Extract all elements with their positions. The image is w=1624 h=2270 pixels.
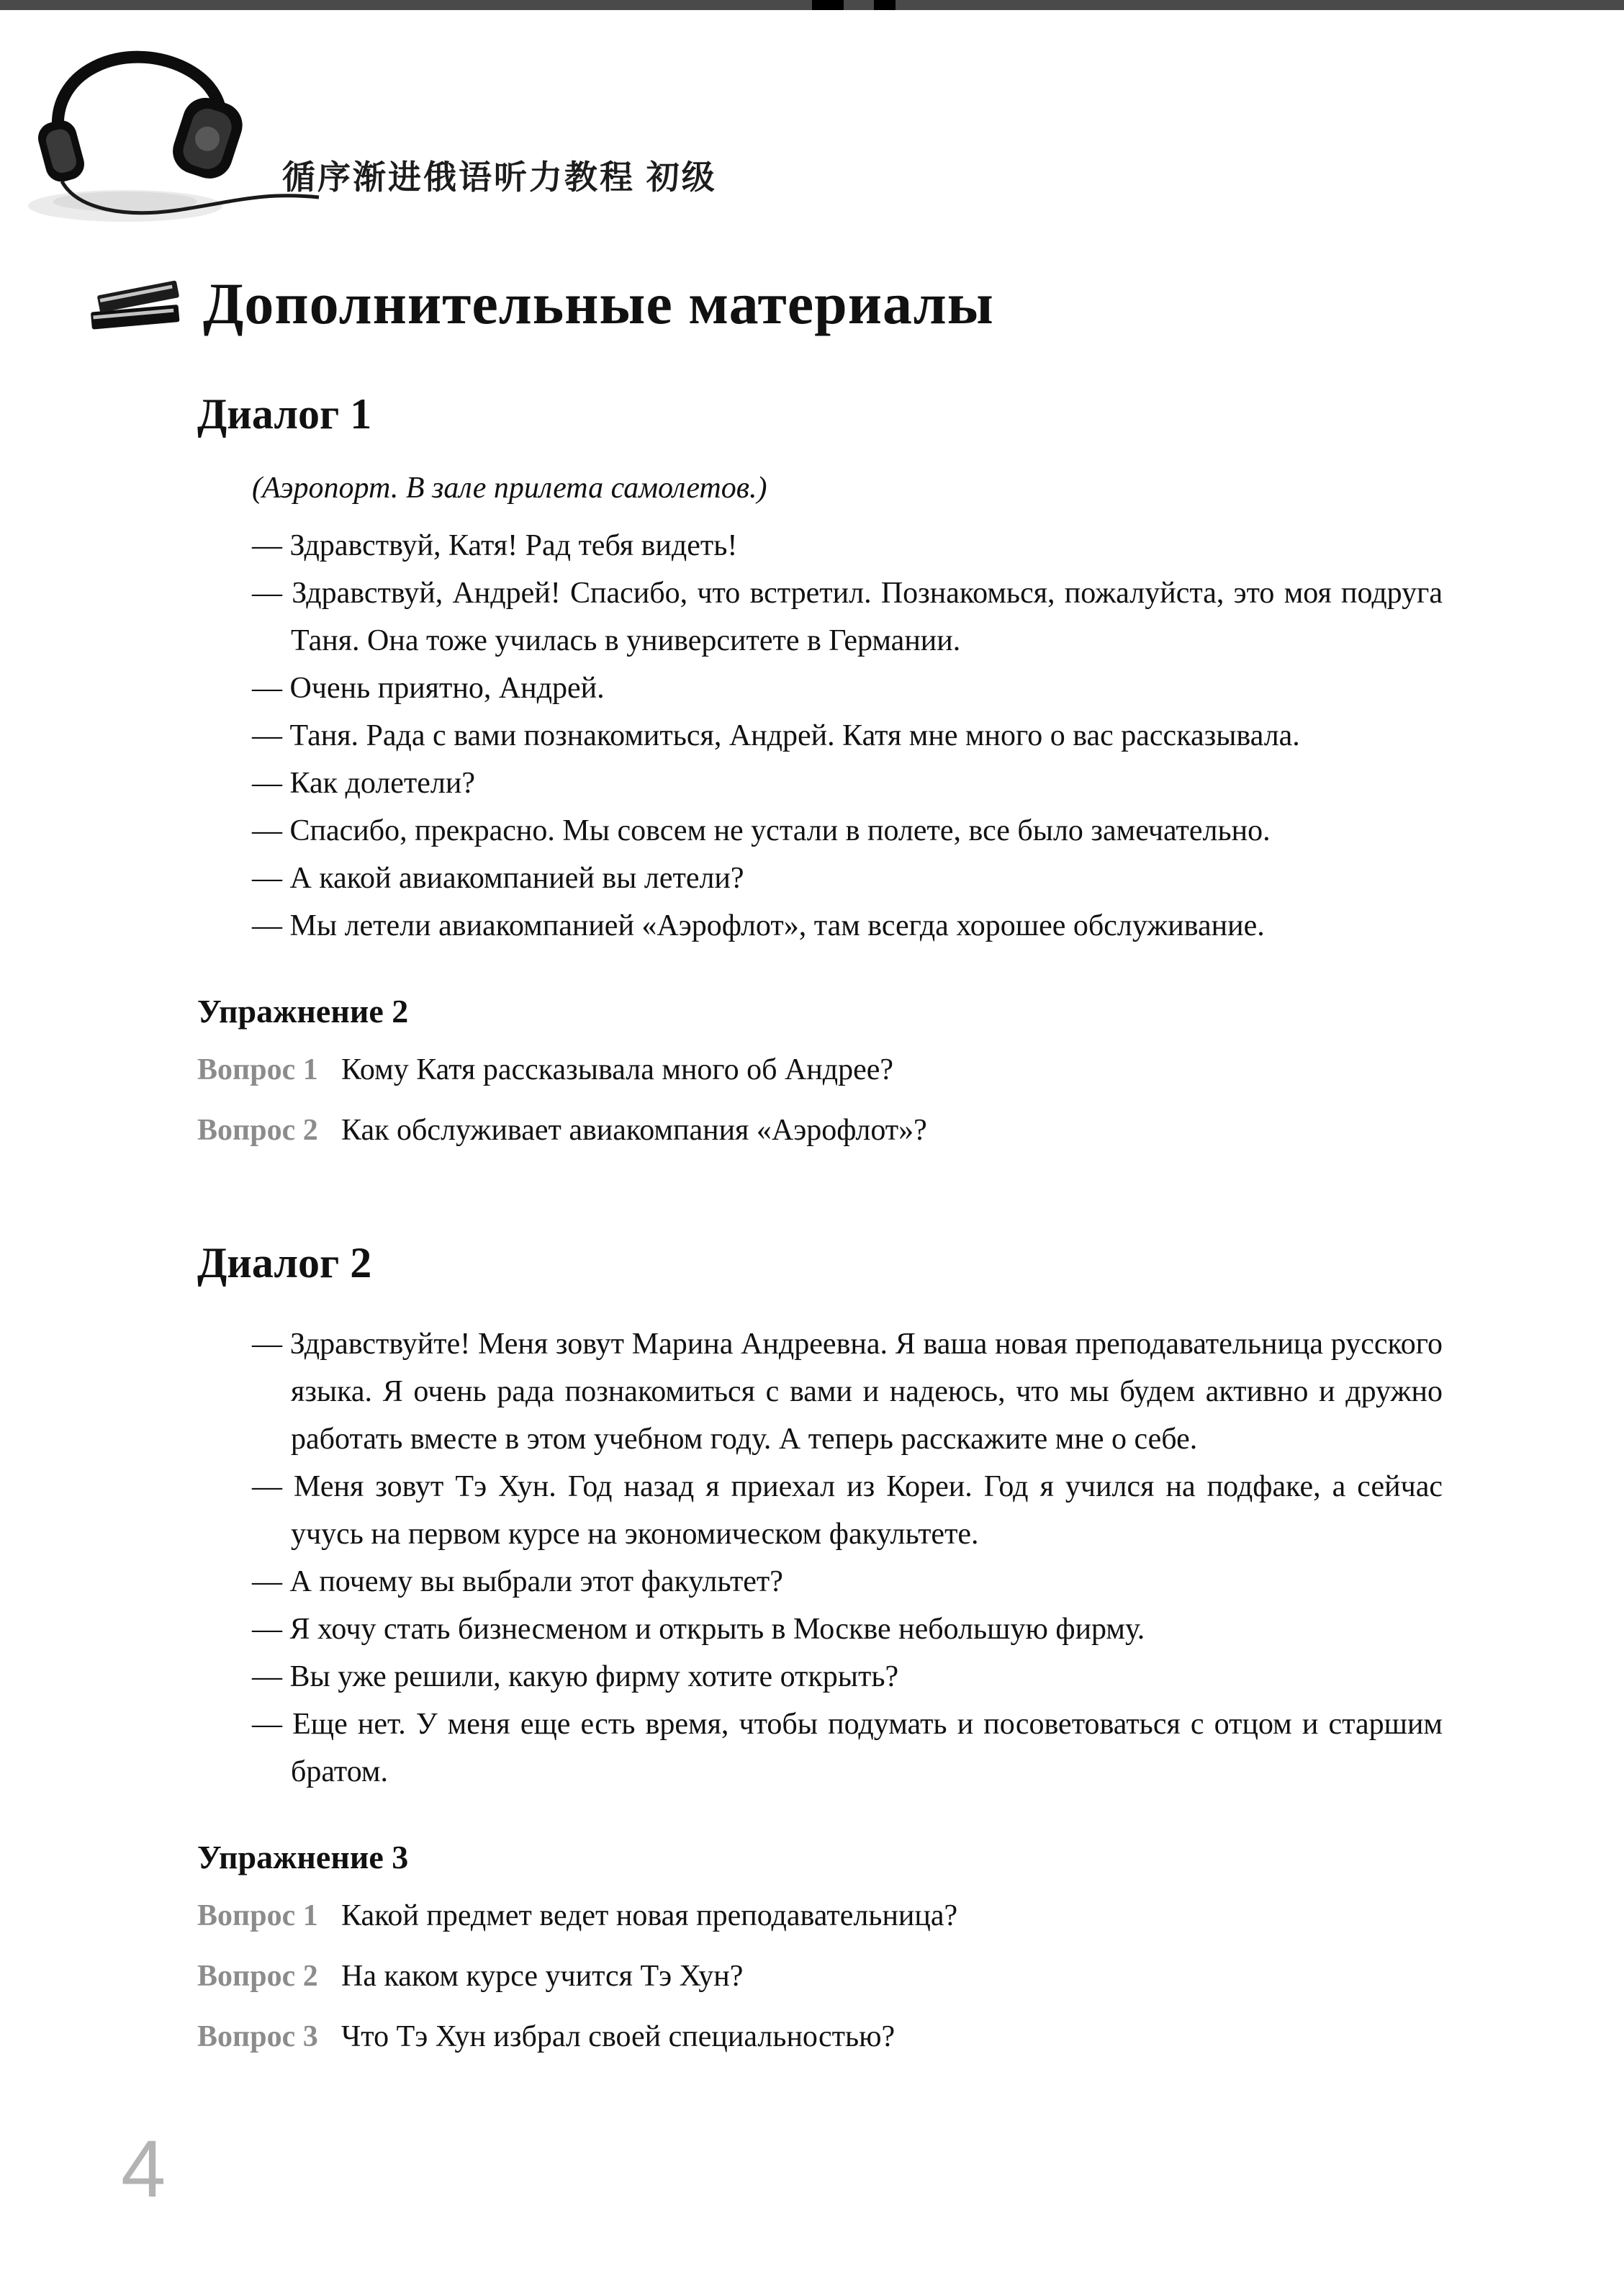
main-title-row — [84, 268, 1443, 341]
dialog2-heading: Диалог 2 — [197, 1239, 372, 1287]
question-text: На каком курсе учится Тэ Хун? — [341, 1960, 744, 1994]
dialog-line: — Мы летели авиакомпанией «Аэрофлот», там всегда хорошее обслуживание. — [252, 909, 1265, 942]
question-row — [197, 1894, 1443, 1937]
dialog1-scene: (Аэропорт. В зале прилета самолетов.) — [252, 472, 767, 505]
question-text: Как обслуживает авиакомпания «Аэрофлот»? — [341, 1114, 927, 1148]
question-label: Вопрос 1 — [197, 1899, 318, 1933]
dialog-line: — Как долетели? — [252, 767, 475, 800]
dialog-line: — Спасибо, прекрасно. Мы совсем не устали в полете, все было замечательно. — [252, 814, 1271, 847]
question-text: Что Тэ Хун избрал своей специальностью? — [341, 2020, 896, 2054]
dialog1-lines — [252, 522, 1443, 950]
question-label: Вопрос 2 — [197, 1114, 318, 1148]
exercise2-heading: Упражнение 2 — [197, 993, 409, 1030]
page-number: 4 — [121, 2124, 166, 2214]
question-row — [197, 2015, 1443, 2058]
question-row — [197, 1955, 1443, 1998]
dialog-line: — Еще нет. У меня еще есть время, чтобы подумать и посоветоваться с отцом и старшим братом. — [252, 1708, 1443, 1789]
book-stack-icon — [84, 268, 191, 341]
dialog-line: — Здравствуйте! Меня зовут Марина Андреевна. Я ваша новая преподавательница русского языка. Я очень рада познакомиться с вами и надеюсь, что мы будем активно и дружно работать вместе в этом учебном году. А теперь расскажите мне о себе. — [252, 1328, 1443, 1456]
dialog1-heading: Диалог 1 — [197, 390, 372, 438]
question-label: Вопрос 3 — [197, 2020, 318, 2054]
course-title: 循序渐进俄语听力教程 初级 — [282, 158, 717, 196]
question-row — [197, 1048, 1443, 1091]
dialog-line: — А какой авиакомпанией вы летели? — [252, 862, 744, 895]
page-title: Дополнительные материалы — [203, 271, 994, 337]
dialog2-lines — [252, 1320, 1443, 1796]
dialog-line: — А почему вы выбрали этот факультет? — [252, 1565, 783, 1599]
dialog-line: — Я хочу стать бизнесменом и открыть в Москве небольшую фирму. — [252, 1613, 1145, 1647]
dialog-line: — Таня. Рада с вами познакомиться, Андрей. Катя мне много о вас рассказывала. — [252, 719, 1300, 752]
dialog-line: — Здравствуй, Катя! Рад тебя видеть! — [252, 529, 738, 562]
dialog-line: — Вы уже решили, какую фирму хотите открыть? — [252, 1660, 899, 1694]
exercise3-heading: Упражнение 3 — [197, 1839, 409, 1876]
dialog-line: — Меня зовут Тэ Хун. Год назад я приехал из Кореи. Год я учился на подфаке, а сейчас учусь на первом курсе на экономическом факультете. — [252, 1470, 1443, 1551]
question-text: Какой предмет ведет новая преподавательница? — [341, 1899, 958, 1933]
dialog-line: — Здравствуй, Андрей! Спасибо, что встретил. Познакомься, пожалуйста, это моя подруга Таня. Она тоже училась в университете в Германии. — [252, 577, 1443, 657]
question-text: Кому Катя рассказывала много об Андрее? — [341, 1053, 894, 1087]
question-row — [197, 1109, 1443, 1152]
question-label: Вопрос 2 — [197, 1960, 318, 1994]
dialog-line: — Очень приятно, Андрей. — [252, 672, 605, 705]
question-label: Вопрос 1 — [197, 1053, 318, 1087]
